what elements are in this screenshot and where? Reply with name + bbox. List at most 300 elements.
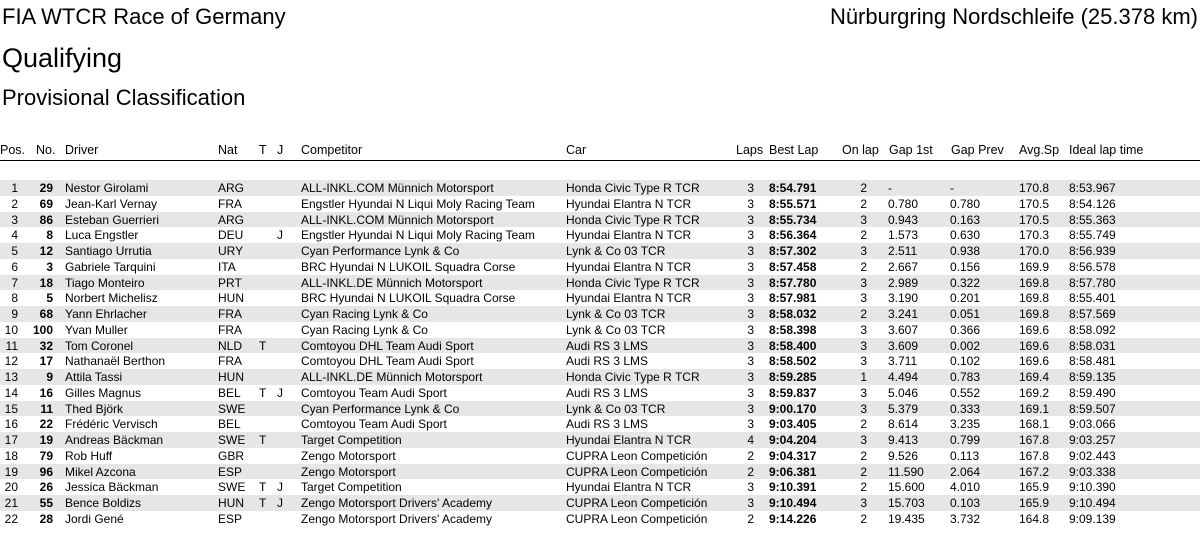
cell-car: Honda Civic Type R TCR: [566, 181, 700, 195]
classification-table: [0, 180, 1200, 527]
cell-laps: 2: [747, 511, 754, 526]
cell-competitor: ALL-INKL.DE Münnich Motorsport: [301, 275, 483, 290]
table-row: [0, 180, 1200, 196]
cell-gap-1st: 3.609: [888, 338, 919, 353]
cell-gap-prev: 0.799: [950, 433, 981, 447]
cell-car: Lynk & Co 03 TCR: [566, 244, 666, 258]
cell-laps: 4: [747, 433, 754, 447]
cell-t: T: [259, 433, 267, 447]
cell-gap-1st: 15.703: [888, 496, 925, 510]
cell-pos: 4: [11, 228, 18, 243]
cell-pos: 2: [11, 196, 18, 211]
cell-on-lap: 1: [860, 370, 867, 384]
cell-gap-1st: 2.511: [888, 244, 918, 258]
cell-pos: 20: [4, 480, 18, 495]
cell-car: Honda Civic Type R TCR: [566, 275, 700, 290]
cell-ideal-lap: 8:57.569: [1069, 307, 1116, 321]
cell-competitor: Cyan Racing Lynk & Co: [301, 307, 428, 321]
cell-gap-prev: 4.010: [950, 480, 981, 495]
cell-pos: 6: [11, 259, 18, 274]
cell-avg-sp: 164.8: [1019, 511, 1050, 526]
cell-gap-1st: 3.711: [888, 354, 918, 369]
cell-ideal-lap: 8:58.092: [1069, 322, 1116, 337]
cell-avg-sp: 167.8: [1019, 448, 1050, 463]
cell-pos: 18: [4, 448, 18, 463]
cell-gap-prev: 0.552: [950, 385, 981, 400]
table-row: [0, 369, 1200, 385]
table-header: [0, 142, 1200, 161]
cell-driver: Jessica Bäckman: [65, 480, 159, 495]
table-row: [0, 338, 1200, 354]
cell-gap-1st: 3.190: [888, 291, 919, 306]
cell-competitor: ALL-INKL.COM Münnich Motorsport: [301, 212, 494, 227]
cell-avg-sp: 170.5: [1019, 196, 1050, 211]
table-row: [0, 227, 1200, 243]
cell-competitor: Target Competition: [301, 433, 402, 447]
cell-car: CUPRA Leon Competición: [566, 511, 708, 526]
cell-laps: 3: [747, 196, 754, 211]
cell-competitor: Engstler Hyundai N Liqui Moly Racing Team: [301, 228, 535, 243]
cell-car: Audi RS 3 LMS: [566, 354, 649, 369]
cell-driver: Gabriele Tarquini: [65, 259, 156, 274]
cell-on-lap: 3: [860, 401, 867, 416]
cell-no: 17: [39, 354, 53, 369]
col-best-lap: Best Lap: [769, 143, 819, 157]
cell-competitor: Engstler Hyundai N Liqui Moly Racing Team: [301, 196, 535, 211]
cell-laps: 3: [747, 291, 754, 306]
cell-nat: DEU: [218, 228, 244, 243]
cell-ideal-lap: 8:59.135: [1069, 370, 1116, 384]
cell-laps: 3: [747, 354, 754, 369]
cell-laps: 3: [747, 181, 754, 195]
cell-laps: 2: [747, 448, 754, 463]
cell-nat: HUN: [218, 291, 244, 306]
col-avg-sp: Avg.Sp: [1019, 143, 1060, 157]
cell-no: 79: [39, 448, 53, 463]
cell-car: Audi RS 3 LMS: [566, 338, 649, 353]
cell-competitor: Cyan Performance Lynk & Co: [301, 401, 460, 416]
track-name: Nürburgring Nordschleife (25.378 km): [829, 4, 1198, 29]
cell-gap-1st: 8.614: [888, 417, 919, 432]
cell-ideal-lap: 9:02.443: [1069, 448, 1116, 463]
cell-laps: 2: [747, 464, 754, 479]
cell-on-lap: 3: [860, 275, 867, 290]
cell-competitor: ALL-INKL.COM Münnich Motorsport: [301, 181, 494, 195]
cell-best-lap: 8:58.398: [769, 322, 817, 337]
col-gap-1st: Gap 1st: [889, 143, 933, 157]
cell-avg-sp: 167.2: [1019, 464, 1050, 479]
cell-gap-1st: 3.607: [888, 322, 919, 337]
cell-laps: 3: [747, 417, 754, 432]
cell-avg-sp: 169.2: [1019, 385, 1050, 400]
cell-no: 19: [39, 433, 53, 447]
table-row: [0, 196, 1200, 212]
cell-gap-prev: -: [950, 181, 954, 195]
cell-nat: SWE: [218, 401, 246, 416]
cell-nat: ARG: [218, 181, 245, 195]
cell-competitor: Cyan Racing Lynk & Co: [301, 322, 428, 337]
table-row: [0, 243, 1200, 259]
cell-pos: 11: [5, 338, 18, 353]
cell-gap-prev: 0.366: [950, 322, 981, 337]
cell-driver: Nestor Girolami: [65, 181, 149, 195]
cell-on-lap: 2: [860, 417, 867, 432]
cell-gap-1st: 1.573: [888, 228, 919, 243]
col-on-lap: On lap: [842, 143, 879, 157]
cell-car: Lynk & Co 03 TCR: [566, 401, 666, 416]
cell-nat: GBR: [218, 448, 245, 463]
cell-no: 68: [39, 307, 53, 321]
cell-competitor: ALL-INKL.DE Münnich Motorsport: [301, 370, 483, 384]
session-title: Qualifying: [2, 43, 123, 73]
cell-gap-1st: 11.590: [888, 464, 924, 479]
cell-ideal-lap: 9:03.338: [1069, 464, 1116, 479]
cell-avg-sp: 169.8: [1019, 275, 1050, 290]
cell-competitor: Comtoyou DHL Team Audi Sport: [301, 354, 474, 369]
cell-ideal-lap: 8:53.967: [1069, 181, 1116, 195]
cell-laps: 3: [747, 228, 754, 243]
cell-gap-prev: 2.064: [950, 464, 981, 479]
cell-nat: BEL: [218, 417, 241, 432]
cell-avg-sp: 169.6: [1019, 338, 1050, 353]
cell-avg-sp: 170.0: [1019, 244, 1050, 258]
cell-no: 22: [39, 417, 53, 432]
cell-car: Hyundai Elantra N TCR: [566, 259, 692, 274]
cell-pos: 1: [11, 181, 18, 195]
cell-avg-sp: 169.6: [1019, 354, 1050, 369]
cell-pos: 15: [4, 401, 18, 416]
cell-pos: 17: [4, 433, 18, 447]
cell-gap-prev: 3.732: [950, 511, 981, 526]
cell-competitor: BRC Hyundai N LUKOIL Squadra Corse: [301, 259, 516, 274]
cell-car: CUPRA Leon Competición: [566, 464, 708, 479]
cell-nat: URY: [218, 244, 244, 258]
cell-competitor: Comtoyou DHL Team Audi Sport: [301, 338, 474, 353]
cell-gap-1st: 0.780: [888, 196, 919, 211]
cell-j: J: [277, 228, 283, 243]
cell-best-lap: 9:14.226: [769, 511, 817, 526]
cell-no: 5: [46, 291, 53, 306]
cell-car: CUPRA Leon Competición: [566, 448, 708, 463]
cell-nat: HUN: [218, 370, 244, 384]
cell-competitor: Comtoyou Team Audi Sport: [301, 385, 447, 400]
cell-laps: 3: [747, 370, 754, 384]
cell-nat: FRA: [218, 196, 242, 211]
cell-avg-sp: 169.8: [1019, 291, 1050, 306]
cell-pos: 21: [4, 496, 18, 510]
cell-avg-sp: 169.6: [1019, 322, 1050, 337]
table-row: [0, 401, 1200, 417]
cell-driver: Rob Huff: [65, 448, 113, 463]
cell-laps: 3: [747, 244, 754, 258]
cell-no: 3: [46, 259, 53, 274]
cell-driver: Gilles Magnus: [65, 385, 142, 400]
cell-ideal-lap: 8:55.363: [1069, 212, 1116, 227]
cell-ideal-lap: 9:03.066: [1069, 417, 1116, 432]
cell-gap-1st: 2.667: [888, 259, 919, 274]
cell-no: 16: [39, 385, 53, 400]
cell-on-lap: 2: [860, 511, 867, 526]
cell-gap-prev: 3.235: [950, 417, 981, 432]
cell-best-lap: 9:10.391: [769, 480, 817, 495]
cell-on-lap: 2: [860, 448, 867, 463]
cell-driver: Tiago Monteiro: [65, 275, 145, 290]
cell-best-lap: 8:57.981: [769, 291, 817, 306]
col-no: No.: [36, 143, 56, 157]
cell-driver: Luca Engstler: [65, 228, 139, 243]
cell-on-lap: 3: [860, 338, 867, 353]
table-row: [0, 511, 1200, 527]
cell-no: 18: [39, 275, 53, 290]
cell-car: Hyundai Elantra N TCR: [566, 433, 692, 447]
cell-best-lap: 8:58.400: [769, 338, 817, 353]
cell-driver: Frédéric Vervisch: [65, 417, 158, 432]
cell-nat: NLD: [218, 338, 243, 353]
cell-best-lap: 8:56.364: [769, 228, 817, 243]
cell-pos: 7: [11, 275, 18, 290]
cell-laps: 3: [747, 385, 754, 400]
cell-laps: 3: [747, 338, 754, 353]
cell-driver: Tom Coronel: [65, 338, 134, 353]
cell-car: Lynk & Co 03 TCR: [566, 307, 666, 321]
col-pos: Pos.: [0, 143, 26, 157]
cell-no: 96: [39, 464, 53, 479]
classification-title: Provisional Classification: [2, 85, 246, 110]
cell-pos: 12: [4, 354, 18, 369]
cell-nat: BEL: [218, 385, 241, 400]
cell-on-lap: 3: [860, 291, 867, 306]
cell-laps: 3: [747, 275, 754, 290]
cell-ideal-lap: 8:56.578: [1069, 259, 1116, 274]
cell-on-lap: 2: [860, 480, 867, 495]
cell-ideal-lap: 9:09.139: [1069, 511, 1116, 526]
cell-gap-prev: 0.051: [950, 307, 981, 321]
cell-gap-prev: 0.630: [950, 228, 981, 243]
cell-car: Hyundai Elantra N TCR: [566, 196, 692, 211]
cell-competitor: Zengo Motorsport Drivers' Academy: [301, 496, 493, 510]
table-row: [0, 306, 1200, 322]
cell-on-lap: 2: [860, 196, 867, 211]
cell-no: 28: [39, 511, 53, 526]
col-nat: Nat: [218, 143, 238, 157]
cell-laps: 3: [747, 401, 754, 416]
col-t: T: [259, 143, 267, 157]
cell-best-lap: 8:58.502: [769, 354, 817, 369]
cell-gap-prev: 0.103: [950, 496, 981, 510]
table-row: [0, 322, 1200, 338]
cell-best-lap: 9:10.494: [769, 496, 817, 510]
cell-gap-prev: 0.322: [950, 275, 981, 290]
cell-on-lap: 2: [860, 228, 867, 243]
cell-best-lap: 8:57.302: [769, 244, 817, 258]
cell-no: 12: [39, 244, 53, 258]
cell-gap-prev: 0.938: [950, 244, 981, 258]
cell-on-lap: 3: [860, 322, 867, 337]
cell-pos: 14: [4, 385, 18, 400]
cell-ideal-lap: 8:59.490: [1069, 385, 1116, 400]
cell-laps: 3: [747, 307, 754, 321]
event-title: FIA WTCR Race of Germany: [2, 4, 286, 29]
cell-nat: ARG: [218, 212, 245, 227]
cell-on-lap: 2: [860, 181, 867, 195]
col-j: J: [277, 143, 284, 157]
cell-nat: ITA: [218, 259, 236, 274]
cell-on-lap: 3: [860, 433, 867, 447]
cell-best-lap: 8:59.285: [769, 370, 817, 384]
cell-on-lap: 3: [860, 496, 867, 510]
cell-pos: 5: [11, 244, 18, 258]
cell-no: 69: [39, 196, 53, 211]
cell-nat: FRA: [218, 322, 242, 337]
cell-gap-1st: 2.989: [888, 275, 919, 290]
table-row: [0, 448, 1200, 464]
cell-no: 9: [46, 370, 53, 384]
cell-best-lap: 9:06.381: [769, 464, 817, 479]
cell-no: 26: [39, 480, 53, 495]
cell-driver: Mikel Azcona: [65, 464, 136, 479]
cell-gap-1st: 5.379: [888, 401, 919, 416]
cell-gap-1st: -: [888, 181, 892, 195]
cell-avg-sp: 169.4: [1019, 370, 1050, 384]
cell-best-lap: 9:03.405: [769, 417, 817, 432]
cell-t: T: [259, 338, 267, 353]
cell-gap-1st: 4.494: [888, 370, 919, 384]
table-row: [0, 464, 1200, 480]
cell-laps: 3: [747, 480, 754, 495]
cell-on-lap: 3: [860, 244, 867, 258]
cell-j: J: [277, 480, 283, 495]
cell-nat: FRA: [218, 307, 242, 321]
cell-driver: Yvan Muller: [65, 322, 128, 337]
cell-competitor: BRC Hyundai N LUKOIL Squadra Corse: [301, 291, 516, 306]
cell-t: T: [259, 480, 267, 495]
cell-gap-1st: 0.943: [888, 212, 919, 227]
cell-gap-prev: 0.783: [950, 370, 981, 384]
cell-no: 11: [40, 401, 53, 416]
cell-ideal-lap: 8:54.126: [1069, 196, 1116, 211]
cell-car: Hyundai Elantra N TCR: [566, 291, 692, 306]
cell-competitor: Zengo Motorsport: [301, 448, 396, 463]
cell-ideal-lap: 8:58.481: [1069, 354, 1116, 369]
table-row: [0, 479, 1200, 495]
cell-avg-sp: 169.8: [1019, 307, 1050, 321]
cell-driver: Attila Tassi: [65, 370, 123, 384]
cell-best-lap: 9:04.317: [769, 448, 817, 463]
table-row: [0, 290, 1200, 306]
cell-j: J: [277, 496, 283, 510]
cell-gap-prev: 0.163: [950, 212, 981, 227]
cell-nat: ESP: [218, 511, 243, 526]
table-row: [0, 275, 1200, 291]
cell-no: 29: [39, 181, 53, 195]
cell-on-lap: 2: [860, 464, 867, 479]
table-row: [0, 416, 1200, 432]
table-row: [0, 212, 1200, 228]
cell-competitor: Zengo Motorsport Drivers' Academy: [301, 511, 493, 526]
cell-avg-sp: 165.9: [1019, 480, 1050, 495]
cell-driver: Bence Boldizs: [65, 496, 142, 510]
cell-on-lap: 3: [860, 212, 867, 227]
cell-driver: Jean-Karl Vernay: [65, 196, 158, 211]
cell-gap-1st: 9.413: [888, 433, 919, 447]
cell-car: Honda Civic Type R TCR: [566, 212, 700, 227]
cell-competitor: Target Competition: [301, 480, 402, 495]
cell-best-lap: 8:59.837: [769, 385, 817, 400]
cell-no: 100: [32, 322, 53, 337]
cell-ideal-lap: 9:10.494: [1069, 496, 1116, 510]
table-row: [0, 432, 1200, 448]
cell-gap-prev: 0.002: [950, 338, 981, 353]
cell-driver: Nathanaël Berthon: [65, 354, 166, 369]
cell-best-lap: 9:00.170: [769, 401, 817, 416]
cell-laps: 3: [747, 212, 754, 227]
cell-driver: Esteban Guerrieri: [65, 212, 160, 227]
cell-avg-sp: 169.9: [1019, 259, 1050, 274]
cell-best-lap: 8:55.734: [769, 212, 817, 227]
cell-car: Lynk & Co 03 TCR: [566, 322, 666, 337]
cell-no: 86: [39, 212, 53, 227]
cell-competitor: Comtoyou Team Audi Sport: [301, 417, 447, 432]
table-row: [0, 259, 1200, 275]
cell-ideal-lap: 9:10.390: [1069, 480, 1116, 495]
cell-pos: 13: [4, 370, 18, 384]
cell-t: T: [259, 385, 267, 400]
cell-gap-1st: 15.600: [888, 480, 925, 495]
table-row: [0, 495, 1200, 511]
cell-ideal-lap: 8:58.031: [1069, 338, 1116, 353]
cell-ideal-lap: 8:59.507: [1069, 401, 1116, 416]
col-driver: Driver: [65, 143, 99, 157]
cell-laps: 3: [747, 259, 754, 274]
cell-ideal-lap: 8:57.780: [1069, 275, 1116, 290]
cell-avg-sp: 170.3: [1019, 228, 1050, 243]
cell-on-lap: 2: [860, 259, 867, 274]
cell-nat: ESP: [218, 464, 243, 479]
cell-no: 8: [46, 228, 53, 243]
cell-laps: 3: [747, 322, 754, 337]
cell-gap-prev: 0.333: [950, 401, 981, 416]
cell-on-lap: 3: [860, 354, 867, 369]
cell-best-lap: 8:54.791: [769, 181, 817, 195]
cell-nat: FRA: [218, 354, 242, 369]
cell-gap-1st: 3.241: [888, 307, 919, 321]
cell-on-lap: 2: [860, 307, 867, 321]
cell-nat: SWE: [218, 433, 246, 447]
col-gap-prev: Gap Prev: [951, 143, 1004, 157]
cell-pos: 10: [4, 322, 18, 337]
cell-avg-sp: 169.1: [1019, 401, 1050, 416]
cell-driver: Andreas Bäckman: [65, 433, 164, 447]
col-car: Car: [566, 143, 587, 157]
cell-best-lap: 8:57.780: [769, 275, 817, 290]
cell-car: Audi RS 3 LMS: [566, 385, 649, 400]
cell-pos: 9: [11, 307, 18, 321]
table-row: [0, 353, 1200, 369]
cell-car: Hyundai Elantra N TCR: [566, 228, 692, 243]
col-laps: Laps: [736, 143, 764, 157]
cell-driver: Thed Björk: [65, 401, 124, 416]
cell-laps: 3: [747, 496, 754, 510]
cell-no: 55: [39, 496, 53, 510]
cell-t: T: [259, 496, 267, 510]
cell-gap-prev: 0.113: [950, 448, 980, 463]
cell-ideal-lap: 8:55.749: [1069, 228, 1116, 243]
cell-nat: SWE: [218, 480, 246, 495]
cell-on-lap: 3: [860, 385, 867, 400]
cell-avg-sp: 167.8: [1019, 433, 1050, 447]
cell-gap-prev: 0.201: [950, 291, 981, 306]
cell-driver: Yann Ehrlacher: [65, 307, 147, 321]
